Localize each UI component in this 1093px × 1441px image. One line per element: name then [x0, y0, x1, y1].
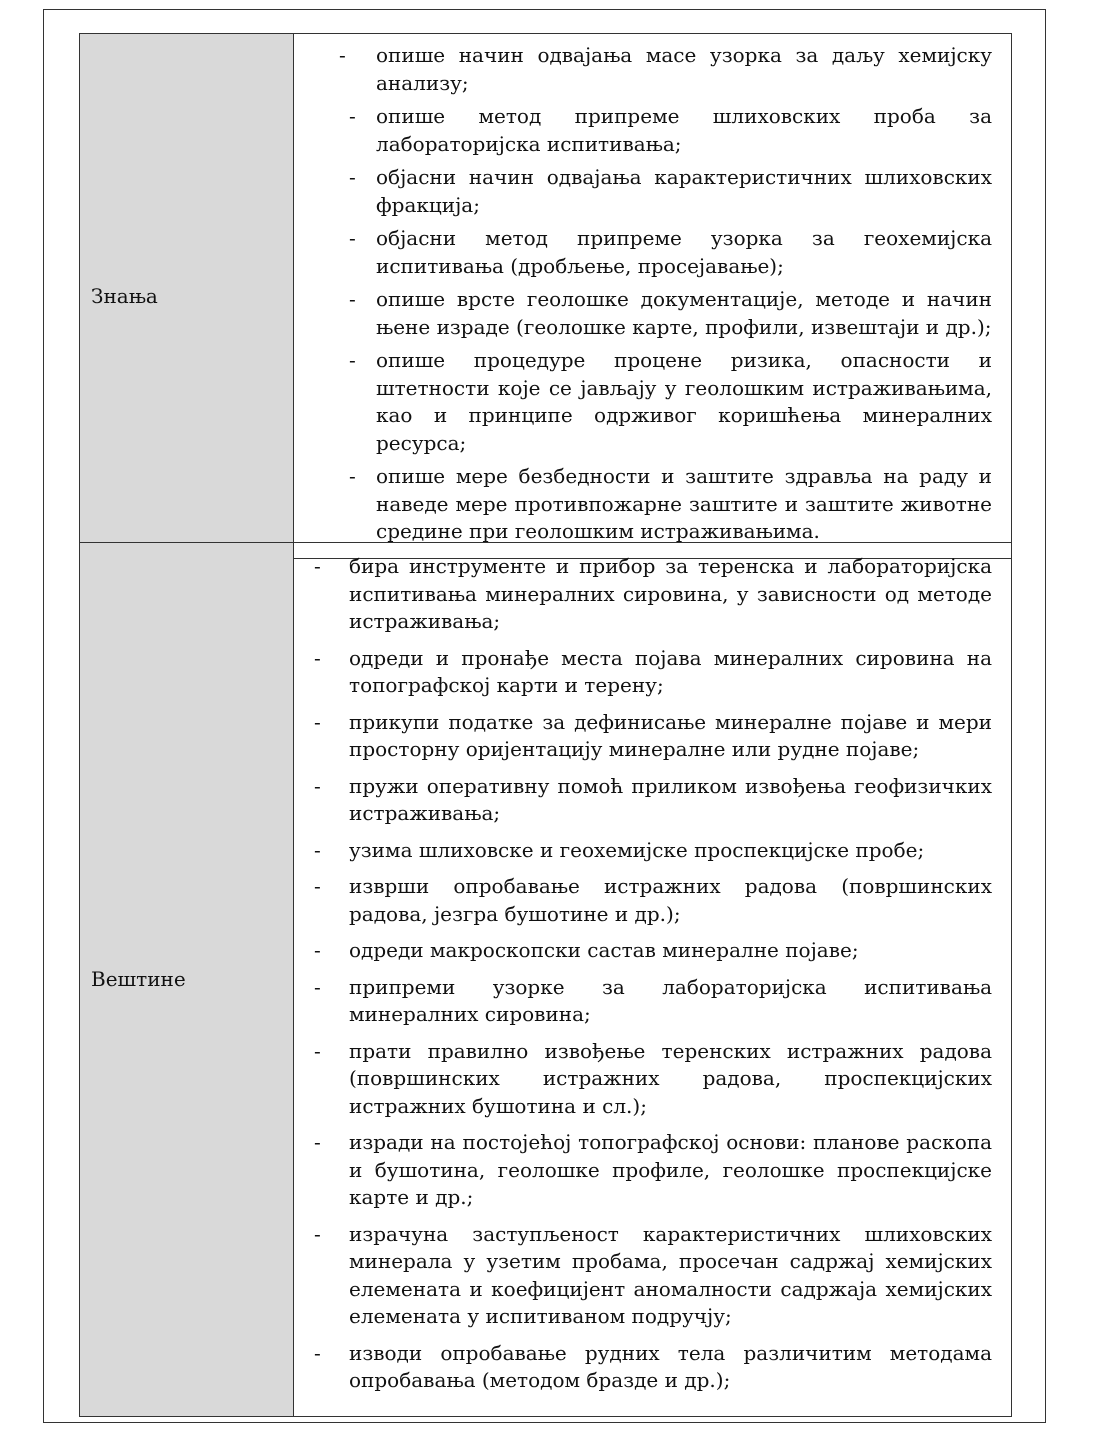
list-item: [314, 1038, 992, 1121]
list-item: [314, 773, 992, 828]
list-item-text: опише мере безбедности и заштите здравља на раду и наведе мере противпожарне заштите и заштите животне средине при геолошким истраживањима.: [376, 464, 992, 543]
list-item-text: прати правилно извођење теренских истражних радова (површинских истражних радова, проспекцијских истражних бушотина и сл.);: [349, 1038, 992, 1118]
list-item-text: бира инструменте и прибор за теренска и лабораторијска испитивања минералних сировина, у зависности од методе истраживања;: [349, 554, 992, 633]
list-item-text: пружи оперативну помоћ приликом извођења геофизичких истраживања;: [349, 773, 992, 825]
bullet-dash: -: [314, 874, 321, 898]
list-item: [339, 42, 992, 97]
bullet-dash: -: [314, 1221, 321, 1246]
knowledge-label: Знања: [80, 34, 294, 559]
list-item: [314, 1340, 992, 1395]
list-item-text: опише процедуре процене ризика, опасности и штетности које се јављају у геолошким истраживањима, као и принципе одрживог коришћења минералних ресурса;: [376, 348, 992, 455]
list-item-text: објасни метод припреме узорка за геохемијска испитивања (дробљење, просејавање);: [376, 226, 992, 278]
skills-list: [294, 543, 1011, 1416]
knowledge-list: [294, 34, 1011, 558]
skills-items-cell: [294, 543, 1012, 1417]
knowledge-table: [79, 33, 1012, 559]
bullet-dash: -: [314, 837, 321, 862]
bullet-dash: -: [314, 554, 321, 578]
table-row: [80, 543, 1012, 1417]
list-item-text: одреди макроскопски састав минералне појаве;: [349, 938, 859, 962]
list-item: [314, 873, 992, 928]
list-item: [314, 1129, 992, 1212]
list-item: [314, 553, 992, 636]
list-item: [349, 103, 992, 158]
list-item: [349, 463, 992, 546]
bullet-dash: -: [314, 1130, 321, 1154]
list-item-text: изводи опробавање рудних тела различитим методама опробавања (методом бразде и др.);: [349, 1340, 992, 1392]
bullet-dash: -: [349, 165, 356, 189]
list-item-text: опише начин одвајања масе узорка за даљу хемијску анализу;: [376, 43, 992, 95]
skills-label: Вештине: [80, 543, 294, 1417]
bullet-dash: -: [349, 348, 356, 372]
list-item-text: прикупи податке за дефинисање минералне појаве и мери просторну оријентацију минералне или рудне појаве;: [349, 709, 992, 761]
list-item-text: изврши опробавање истражних радова (површинских радова, језгра бушотине и др.);: [349, 874, 992, 926]
bullet-dash: -: [314, 645, 321, 670]
list-item: [314, 709, 992, 764]
bullet-dash: -: [314, 773, 321, 798]
bullet-dash: -: [349, 226, 356, 250]
list-item: [314, 645, 992, 700]
list-item-text: опише метод припреме шлиховских проба за лабораторијска испитивања;: [376, 104, 992, 156]
bullet-dash: -: [349, 287, 356, 311]
list-item: [314, 837, 992, 865]
bullet-dash: -: [349, 464, 356, 488]
list-item: [314, 1221, 992, 1331]
list-item: [349, 286, 992, 341]
bullet-dash: -: [314, 1038, 321, 1063]
list-item: [314, 974, 992, 1029]
list-item: [349, 164, 992, 219]
list-item-text: одреди и пронађе места појава минералних сировина на топографској карти и терену;: [349, 645, 992, 697]
list-item-text: опише врсте геолошке документације, методе и начин њене израде (геолошке карте, профили, извештаји и др.);: [376, 287, 992, 339]
list-item: [314, 937, 992, 965]
list-item: [349, 225, 992, 280]
list-item-text: узима шлиховске и геохемијске проспекцијске пробе;: [349, 837, 925, 862]
list-item-text: изради на постојећој топографској основи: планове раскопа и бушотина, геолошке профиле, геолошке проспекцијске карте и др.;: [349, 1130, 992, 1209]
bullet-dash: -: [339, 43, 346, 67]
bullet-dash: -: [314, 974, 321, 999]
list-item: [349, 347, 992, 457]
bullet-dash: -: [314, 709, 321, 734]
bullet-dash: -: [349, 104, 356, 128]
table-row: [80, 34, 1012, 559]
list-item-text: припреми узорке за лабораторијска испитивања минералних сировина;: [349, 974, 992, 1026]
list-item-text: израчуна заступљеност карактеристичних шлиховских минерала у узетим пробама, просечан садржај хемијских елемената и коефицијент аномалности садржаја хемијских елемената у испитиваном подручју;: [349, 1221, 992, 1328]
bullet-dash: -: [314, 1340, 321, 1365]
bullet-dash: -: [314, 938, 321, 962]
skills-table: [79, 542, 1012, 1417]
knowledge-items-cell: [294, 34, 1012, 559]
list-item-text: објасни начин одвајања карактеристичних шлиховских фракција;: [376, 165, 992, 217]
